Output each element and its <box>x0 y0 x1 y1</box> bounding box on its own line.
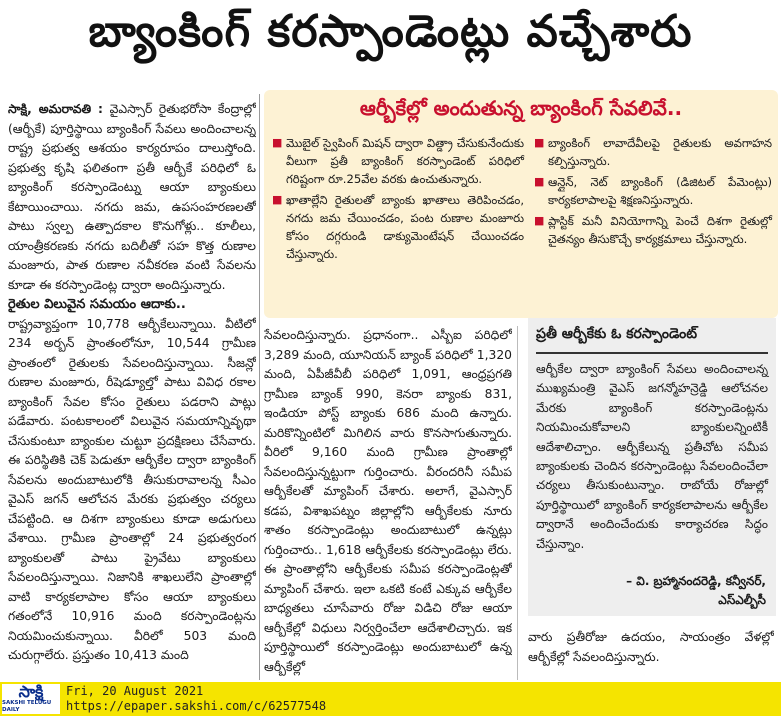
signature-org: ఎస్ఎల్బీసీ <box>718 593 766 607</box>
quote-signature <box>534 572 766 610</box>
article-body: రాష్ట్రవ్యాప్తంగా 10,778 ఆర్బీకేలున్నాయి. వీటిలో 234 అర్బన్ ప్రాంతంలోనూ, 10,544 గ్రామీణ ప్రాంతంలో రైతులకు సేవలందిస్తున్నాయి. సీజన్లో రుణాల మంజూరు, రీషెడ్యూల్తో పాటు వివిధ రకాల బ్యాంకింగ్ సేవల కోసం రైతులు పడరాని పాట్లు పడేవారు. పంటకాలంలో విలువైన సమయాన్నివృథా చేసుకుంటూ బ్యాంకుల చుట్టూ ప్రదక్షిణలు చేసేవారు. ఈ పరిస్థితికి చెక్ పెడుతూ ఆర్బీకేల ద్వారా బ్యాంకింగ్ సేవలను అందుబాటులోకి తీసుకురావాలన్న సీఎం వైఎస్ జగన్ ఆలోచన మేరకు ప్రభుత్వం చర్యలు చేపట్టింది. ఆ దిశగా బ్యాంకులు కూడా అడుగులు వేశాయి. గ్రామీణ ప్రాంతాల్లో 24 ప్రభుత్వరంగ బ్యాంకులతో పాటు ప్రైవేటు బ్యాంకులు సేవలందిస్తున్నాయి. నిజానికి శాఖలులేని ప్రాంతాల్లో వాటి కార్యకలాపాల కోసం ఆయా బ్యాంకులు గతంలోనే 10,916 మంది కరస్పాండెంట్లను నియమించుకున్నాయి. వీరిలో 503 మంది చురుగ్గాలేరు. ప్రస్తుతం 10,413 మంది <box>8 316 256 662</box>
signature-name: – వి. బ్రహ్మానందరెడ్డి, కన్వీనర్, <box>626 574 766 588</box>
bullet-icon: ■ <box>272 193 283 206</box>
list-item <box>534 173 772 209</box>
bullet-icon: ■ <box>534 214 545 227</box>
list-item-text: ఖాతాల్లేని రైతులతో బ్యాంకు ఖాతాలు తెరిపించడం, నగదు జమ చేయించడం, పంట రుణాల మంజూరు కోసం దగ్గరుండి డాక్యుమెంటేషన్ చేయించడం చేస్తున్నారు. <box>286 193 524 261</box>
list-item <box>534 134 772 170</box>
list-item-text: ప్లాస్టిక్ మనీ వినియోగాన్ని పెంచే దిశగా రైతుల్లో చైతన్యం తీసుకొచ్చే కార్యక్రమాలు చేస్తున్నారు. <box>548 214 772 246</box>
column-divider <box>517 326 518 680</box>
bullet-icon: ■ <box>534 136 545 149</box>
services-box <box>264 90 778 318</box>
article-intro <box>8 100 256 295</box>
services-list-left <box>272 134 524 266</box>
quote-box <box>528 318 776 616</box>
sakshi-logo[interactable] <box>2 684 60 714</box>
article-body: సేవలందిస్తున్నారు. ప్రధానంగా.. ఎస్బీఐ పరిధిలో 3,289 మంది, యూనియన్ బ్యాంక్ పరిధిలో 1,320 మంది, ఏపీజీవీబీ పరిధిలో 1,091, ఆంధ్రప్రగతి గ్రామీణ బ్యాంక్ 990, కెనరా బ్యాంకు 831, ఇండియా పోస్ట్ బ్యాంకు 686 మంది ఉన్నారు. మరికొన్నింటిలో మిగిలిన వారు కొనసాగుతున్నారు. వీరిలో 9,160 మంది గ్రామీణ ప్రాంతాల్లో సేవలందిస్తున్నట్టుగా గుర్తించారు. వీరందరినీ సమీప ఆర్బీకేలతో మ్యాపింగ్ చేశారు. అలాగే, వైఎస్సార్ కడప, విశాఖపట్నం జిల్లాల్లోని ఆర్బీకేలకు నూరు శాతం కరస్పాండెంట్లు అందుబాటులో ఉన్నట్లు గుర్తించారు.. 1,618 ఆర్బీకేలకు కరస్పాండెంట్లు లేరు. ఈ ప్రాంతాల్లోని ఆర్బీకేలకు సమీప కరస్పాండెంట్లతో మ్యాపింగ్ చేశారు. ఇలా ఒకటి కంటే ఎక్కువ ఆర్బీకేల బాధ్యతలు చూసేవారు రోజు విడిచి రోజు ఆయా ఆర్బీకేల్లో విధులు నిర్వర్తించేలా ఆదేశాలిచ్చారు. ఇక పూర్తిస్థాయిలో కరస్పాండెంట్లు అందుబాటులో ఉన్న ఆర్బీకేల్లో <box>264 328 512 674</box>
services-box-title: ఆర్బీకేల్లో అందుతున్న బ్యాంకింగ్ సేవలివే.. <box>359 96 683 120</box>
logo-text: సాక్షి <box>18 682 44 701</box>
dateline: సాక్షి, అమరావతి : <box>8 102 103 116</box>
list-item <box>272 134 524 188</box>
headline: బ్యాంకింగ్ కరస్పాండెంట్లు వచ్చేశారు <box>88 6 693 57</box>
column-divider <box>259 94 260 680</box>
footer-info <box>66 684 326 714</box>
epaper-url[interactable]: https://epaper.sakshi.com/c/62577548 <box>66 699 327 713</box>
publication-date: Fri, 20 August 2021 <box>66 684 204 698</box>
list-item-text: మొబైల్ స్వైపింగ్ మిషన్ ద్వారా విత్డ్రా చేసుకునేందుకు వీలుగా ప్రతీ బ్యాంకింగ్ కరస్పాండెంట్ పరిధిలో గరిష్టంగా రూ.25వేల వరకు ఉంచుతున్నారు. <box>286 136 524 186</box>
article-body: వారు ప్రతీరోజు ఉదయం, సాయంత్రం వేళల్లో ఆర్బీకేల్లో సేవలందిస్తున్నారు. <box>528 630 774 664</box>
subheading: రైతుల విలువైన సమయం ఆదాకు.. <box>8 297 186 312</box>
divider <box>536 352 768 354</box>
footer-bar <box>0 682 781 716</box>
quote-box-title: ప్రతీ ఆర్బీకేకు ఓ కరస్పాండెంట్ <box>536 326 698 342</box>
article-column-3 <box>528 628 774 678</box>
list-item-text: బ్యాంకింగ్ లావాదేవీలపై రైతులకు అవగాహన కల్పిస్తున్నారు. <box>548 136 772 168</box>
logo-tagline: SAKSHI TELUGU DAILY <box>2 700 52 713</box>
list-item <box>534 212 772 248</box>
list-item-text: ఆన్లైన్, నెట్ బ్యాంకింగ్ (డిజిటల్ పేమెంట్లు) కార్యకలాపాలపై శిక్షణనిస్తున్నారు. <box>548 175 772 207</box>
bullet-icon: ■ <box>534 175 545 188</box>
quote-text: ఆర్బీకేల ద్వారా బ్యాంకింగ్ సేవలు అందించాలన్న ముఖ్యమంత్రి వైఎస్ జగన్మోహన్రెడ్డి ఆలోచనల మేరకు బ్యాంకింగ్ కరస్పాండెంట్లను నియమించుకోవాలని బ్యాంకులన్నింటికీ ఆదేశాలిచ్చాం. ఆర్బీకేలున్న ప్రతీచోట సమీప బ్యాంకులకు చెందిన కరస్పాండెంట్లు సేవలందించేలా చర్యలు తీసుకుంటున్నాం. రాబోయే రోజుల్లో పూర్తిస్థాయిలో బ్యాంకింగ్ కార్యకలాపాలను ఆర్బీకేల ద్వారానే అందించేందుకు కార్యాచరణ సిద్ధం చేస్తున్నాం. <box>536 362 768 551</box>
bullet-icon: ■ <box>272 136 283 149</box>
intro-text: వైఎస్సార్ రైతుభరోసా కేంద్రాల్లో (ఆర్బీకే) పూర్తిస్థాయి బ్యాంకింగ్ సేవలు అందించాలన్న రాష్ట్ర ప్రభుత్వ ఆశయం కార్యరూపం దాలుస్తోంది. ప్రభుత్వ కృషి ఫలితంగా ప్రతీ ఆర్బీకే పరిధిలో ఓ బ్యాంకింగ్ కరస్పాండెంట్ను ఆయా బ్యాంకులు కేటాయించాయి. నగదు జమ, ఉపసంహరణలతో పాటు స్వల్ప ఉత్పాదకాల కొనుగోళ్లు.. కూలీలు, యాంత్రీకరణకు నగదు బదిలీతో సహ కొత్త రుణాల మంజూరు, పాత రుణాల నవీకరణ వంటి సేవలను కూడా ఈ కరస్పాండెంట్ల ద్వారా అందిస్తున్నారు. <box>8 102 256 292</box>
services-list-right <box>534 134 772 251</box>
article-column-1 <box>8 100 256 678</box>
list-item <box>272 191 524 263</box>
article-column-2 <box>264 326 512 678</box>
